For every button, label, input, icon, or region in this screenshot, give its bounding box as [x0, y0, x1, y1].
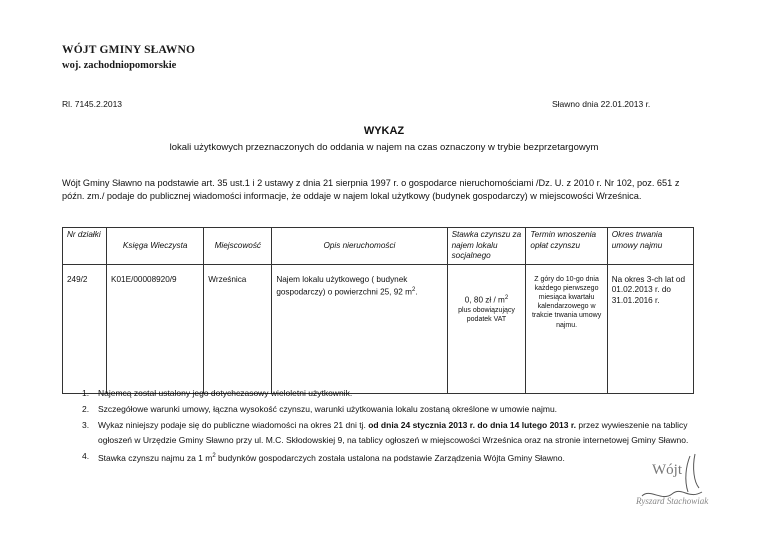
property-table	[62, 227, 694, 394]
document-date: Sławno dnia 22.01.2013 r.	[552, 99, 651, 109]
note-number: 3.	[82, 419, 90, 430]
note-number: 1.	[82, 388, 90, 398]
header-ksiega: Księga Wieczysta	[107, 228, 204, 265]
signature-stamp-word: Wójt	[652, 462, 682, 478]
table-header-row	[63, 228, 694, 265]
stawka-main: 0, 80 zł / m	[464, 295, 505, 305]
cell-stawka	[447, 264, 526, 393]
header-miejscowosc: Miejscowość	[204, 228, 272, 265]
document-subtitle: lokali użytkowych przeznaczonych do oddania w najem na czas oznaczony w trybie bezprzetargowym	[169, 142, 599, 153]
stamp-office-title: WÓJT GMINY SŁAWNO	[62, 44, 196, 56]
signature-name: Ryszard Stachowiak	[636, 496, 709, 506]
cell-miejscowosc: Wrześnica	[204, 264, 272, 393]
signature-stroke	[694, 454, 699, 488]
signature-graphic	[620, 452, 740, 512]
note-number: 2.	[82, 403, 90, 414]
note-item	[82, 449, 708, 467]
note-number: 4.	[82, 451, 90, 462]
header-stawka: Stawka czynszu za najem lokalu socjalnego	[447, 228, 526, 265]
note-text-c: przez wywieszenie na tablicy ogłoszeń w Urzędzie Gminy Sławno przy ul. M.C. Skłodowskiej 9, na tablicy ogłoszeń w miejscowości Wrześnica oraz na stronie internetowej Gminy Sławno.	[98, 419, 689, 446]
document-title: WYKAZ	[363, 125, 405, 137]
note-item	[82, 402, 708, 418]
stamp-region: woj. zachodniopomorskie	[62, 60, 177, 71]
stawka-vat: plus obowiązujący podatek VAT	[458, 306, 515, 323]
note-item	[82, 386, 708, 402]
cell-termin: Z góry do 10-go dnia każdego pierwszego miesiąca kwartału kalendarzowego w trakcie trwania umowy najmu.	[526, 264, 607, 393]
notes-list	[82, 386, 708, 467]
cell-okres: Na okres 3-ch lat od 01.02.2013 r. do 31.01.2016 r.	[607, 264, 693, 393]
signature-stroke	[686, 456, 690, 492]
note-dates: od dnia 24 stycznia 2013 r. do dnia 14 lutego 2013 r.	[368, 419, 577, 430]
opis-sup: 2	[411, 287, 416, 293]
header-okres: Okres trwania umowy najmu	[607, 228, 693, 265]
cell-opis	[272, 264, 447, 393]
reference-number: Rl. 7145.2.2013	[62, 99, 123, 109]
opis-end: .	[415, 287, 418, 297]
header-opis: Opis nieruchomości	[272, 228, 447, 265]
note-text: Najemcą został ustalony jego dotychczasowy wieloletni użytkownik.	[98, 388, 353, 398]
note-item	[82, 418, 708, 450]
header-termin: Termin wnoszenia opłat czynszu	[526, 228, 607, 265]
cell-nr: 249/2	[63, 264, 107, 393]
note-text-b: budynków gospodarczych została ustalona na podstawie Zarządzenia Wójta Gminy Sławno.	[215, 453, 565, 464]
note-text-a: Wykaz niniejszy podaje się do publiczne wiadomości na okres 21 dni tj.	[98, 419, 369, 430]
table-row	[63, 264, 694, 393]
note-text-a: Stawka czynszu najmu za 1 m	[98, 453, 213, 464]
intro-paragraph: Wójt Gminy Sławno na podstawie art. 35 ust.1 i 2 ustawy z dnia 21 sierpnia 1997 r. o gospodarce nieruchomościami /Dz. U. z 2010 r. Nr 102, poz. 651 z późn. zm./ podaje do publicznej wiadomości informacje, że oddaje w najem lokal użytkowy (budynek gospodarczy) w miejscowości Wrześnica.	[62, 178, 680, 201]
signature-stamp	[620, 452, 740, 512]
stawka-sup: 2	[504, 294, 509, 301]
note-text: Szczegółowe warunki umowy, łączna wysokość czynszu, warunki użytkowania lokalu zostaną określone w umowie najmu.	[98, 403, 558, 414]
opis-text: Najem lokalu użytkowego ( budynek gospodarczy) o powierzchni 25, 92 m	[276, 274, 412, 297]
header-nr: Nr działki	[63, 228, 107, 265]
cell-ksiega: K01E/00008920/9	[107, 264, 204, 393]
note-sup: 2	[212, 453, 216, 460]
